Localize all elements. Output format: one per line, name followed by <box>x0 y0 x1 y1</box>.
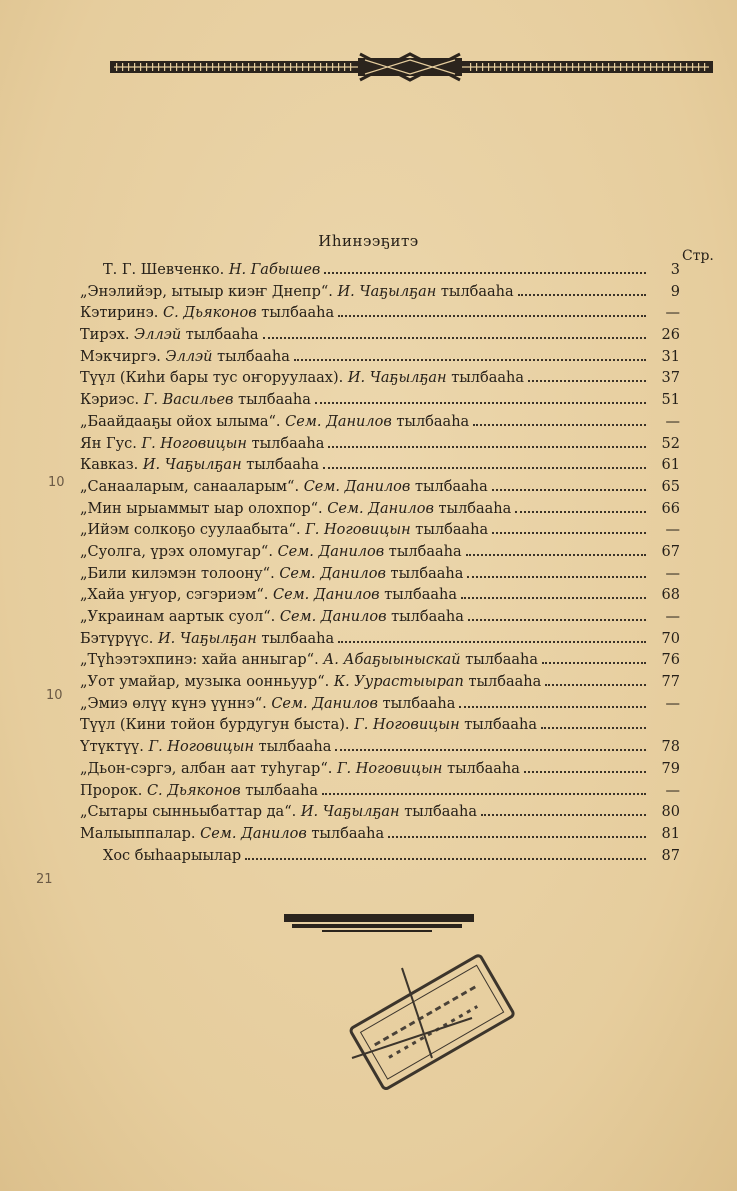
entry-author: И. Чаҕылҕан <box>347 370 447 387</box>
entry-title-text: Мэкчиргэ. <box>80 348 166 365</box>
toc-entry-title <box>80 305 334 321</box>
dot-leader <box>466 554 646 556</box>
toc-entry-title <box>80 587 457 603</box>
toc-entry-title <box>80 609 464 625</box>
toc-entry-title <box>80 631 334 647</box>
entry-suffix: тылбааһа <box>391 413 470 430</box>
page-number: 78 <box>661 739 680 756</box>
toc-entry <box>80 370 680 392</box>
toc-entry-title <box>80 717 537 733</box>
entry-suffix: тылбааһа <box>385 565 464 582</box>
page-number: 77 <box>661 674 680 691</box>
dot-leader <box>541 727 646 729</box>
entry-suffix: тылбааһа <box>306 825 385 842</box>
entry-suffix: тылбааһа <box>399 804 477 821</box>
page-number: 80 <box>661 804 680 821</box>
entry-author: Г. Ноговицын <box>336 760 443 777</box>
entry-title-text: „Сытары сынньыбаттар да“. <box>80 804 301 821</box>
toc-entry-title <box>80 414 469 430</box>
entry-title-text: „Санааларым, санааларым“. <box>80 478 304 495</box>
toc-entry <box>80 327 680 349</box>
entry-author: С. Дьяконов <box>146 782 241 799</box>
toc-entry-title <box>80 566 463 582</box>
toc-entry <box>80 305 680 327</box>
page-number: 76 <box>661 652 680 669</box>
page-number: 31 <box>661 348 680 365</box>
library-stamp <box>282 908 527 1108</box>
dot-leader <box>528 380 646 382</box>
dot-leader <box>335 749 646 751</box>
entry-title-text: „Ийэм солкоҕо суулаабыта“. <box>80 522 306 539</box>
dot-leader <box>467 576 646 578</box>
dot-leader <box>322 793 646 795</box>
dot-leader <box>324 272 646 274</box>
dot-leader <box>294 359 646 361</box>
entry-title-text: „Мин ырыаммыт ыар олохпор“. <box>80 500 328 517</box>
entry-suffix: тылбааһа <box>241 457 320 474</box>
dot-leader <box>545 684 646 686</box>
toc-entry <box>80 414 680 436</box>
entry-title-text: „Украинам аартык суол“. <box>80 609 280 625</box>
entry-suffix: тылбааһа <box>233 392 311 409</box>
entry-suffix: тылбааһа <box>256 305 335 322</box>
entry-author: Г. Ноговицын <box>305 522 411 539</box>
toc-entry-title <box>80 479 488 495</box>
entry-author: Г. Васильев <box>143 392 234 409</box>
entry-author: Сем. Данилов <box>279 565 386 582</box>
toc-entry <box>80 783 680 805</box>
entry-suffix: тылбааһа <box>442 760 520 777</box>
entry-author: И. Чаҕылҕан <box>142 457 242 474</box>
entry-suffix: тылбааһа <box>433 500 512 517</box>
page-number: — <box>665 782 680 799</box>
dot-leader <box>459 706 646 708</box>
page-number: 65 <box>661 478 680 495</box>
page-number: — <box>665 695 680 712</box>
toc-entry-title <box>80 674 541 690</box>
page-number: 68 <box>661 587 680 604</box>
entry-title-text: „Били килэмэн толоону“. <box>80 565 280 582</box>
toc-entry <box>80 761 680 783</box>
entry-author: И. Чаҕылҕан <box>337 283 437 300</box>
entry-author: А. Абаҕыыныскай <box>323 652 461 669</box>
entry-author: И. Чаҕылҕан <box>158 630 257 647</box>
entry-suffix: тылбааһа <box>436 283 514 300</box>
toc-entry <box>80 457 680 479</box>
toc-entry-title <box>80 522 488 538</box>
toc-entry <box>80 717 680 739</box>
dot-leader <box>338 315 646 317</box>
entry-author: Сем. Данилов <box>271 695 378 712</box>
page-number: 9 <box>670 283 680 300</box>
entry-suffix: тылбааһа <box>379 587 458 604</box>
entry-author: Г. Ноговицын <box>354 717 460 734</box>
toc-entry-title <box>80 327 259 343</box>
entry-suffix: тылбааһа <box>459 717 538 734</box>
entry-suffix: тылбааһа <box>446 370 524 387</box>
dot-leader <box>328 446 646 448</box>
entry-suffix: тылбааһа <box>240 782 319 799</box>
toc-entry-title <box>80 284 514 300</box>
dot-leader <box>315 402 646 404</box>
entry-title-text: Кэтиринэ. <box>80 305 163 322</box>
entry-author: Сем. Данилов <box>279 609 387 625</box>
table-of-contents <box>80 262 680 869</box>
entry-title-text: „Хайа уҥуор, сэгэриэм“. <box>80 587 273 604</box>
page-number: 61 <box>661 457 680 474</box>
dot-leader <box>338 641 646 643</box>
entry-author: Сем. Данилов <box>327 500 434 517</box>
entry-suffix: тылбааһа <box>410 522 489 539</box>
dot-leader <box>481 814 646 816</box>
entry-title-text: „Энэлийэр, ытыыр киэҥ Днепр“. <box>80 283 338 300</box>
dot-leader <box>542 662 646 664</box>
entry-title-text: „Уот умайар, музыка оонньуур“. <box>80 674 334 691</box>
toc-entry <box>80 392 680 414</box>
entry-suffix: тылбааһа <box>377 695 456 712</box>
entry-suffix: тылбааһа <box>254 739 332 756</box>
page-number: — <box>665 565 680 582</box>
toc-entry-title <box>80 739 331 755</box>
page-number: 81 <box>661 825 680 842</box>
margin-note: 10 <box>48 475 65 490</box>
dot-leader <box>468 619 646 621</box>
entry-title-text: Малыыппалар. <box>80 825 201 842</box>
dot-leader <box>492 532 646 534</box>
page-number: — <box>665 305 680 322</box>
entry-title-text: „Түһээтэхпинэ: хайа анныгар“. <box>80 652 324 669</box>
entry-author: Сем. Данилов <box>277 543 385 560</box>
entry-title-text: „Баайдааҕы ойох ылыма“. <box>80 413 286 430</box>
toc-entry-title <box>80 436 324 452</box>
toc-entry <box>80 566 680 588</box>
entry-author: Эллэй <box>165 348 213 365</box>
toc-entry <box>80 436 680 458</box>
toc-entry <box>80 652 680 674</box>
toc-entry-title <box>80 349 290 365</box>
toc-entry <box>80 804 680 826</box>
entry-suffix: тылбааһа <box>463 674 542 691</box>
toc-entry-title <box>80 783 318 799</box>
entry-title-text: Хос быһаарыылар <box>103 847 242 864</box>
page-number: 66 <box>661 500 680 517</box>
toc-entry <box>80 609 680 631</box>
entry-suffix: тылбааһа <box>384 543 462 560</box>
toc-entry <box>80 826 680 848</box>
entry-title-text: „Дьон-сэргэ, албан аат туһугар“. <box>80 760 337 777</box>
entry-title-text: Кэриэс. <box>80 392 144 409</box>
toc-entry <box>80 501 680 523</box>
page-number: 79 <box>661 760 680 777</box>
entry-title-text: Ян Гус. <box>80 435 142 452</box>
entry-suffix: тылбааһа <box>410 478 488 495</box>
page-number: 70 <box>661 630 680 647</box>
entry-suffix: тылбааһа <box>181 327 259 344</box>
entry-author: С. Дьяконов <box>162 305 257 322</box>
margin-note: 10 <box>46 688 63 703</box>
entry-suffix: тылбааһа <box>256 630 335 647</box>
entry-title-text: „Эмиэ өлүү күнэ үүннэ“. <box>80 695 272 712</box>
toc-entry <box>80 522 680 544</box>
toc-entry-title <box>80 501 511 517</box>
page-number: 52 <box>661 435 680 452</box>
page-number: 87 <box>661 847 680 864</box>
dot-leader <box>263 337 646 339</box>
toc-entry-title <box>80 826 384 842</box>
page-column-label: Стр. <box>682 248 714 264</box>
entry-title-text: Тирэх. <box>80 327 135 344</box>
dot-leader <box>518 294 646 296</box>
entry-suffix: тылбааһа <box>386 609 464 625</box>
entry-title-text: Пророк. <box>80 782 147 799</box>
page-number: 67 <box>661 543 680 560</box>
toc-heading: Иһинээҕитэ <box>318 232 419 250</box>
page-number: 51 <box>661 392 680 409</box>
entry-author: Сем. Данилов <box>272 587 380 604</box>
page-number: — <box>665 413 680 430</box>
toc-entry-title <box>80 457 319 473</box>
toc-entry-title <box>80 696 455 712</box>
toc-entry <box>80 674 680 696</box>
entry-author: Н. Габышев <box>228 262 321 278</box>
toc-entry-title <box>80 652 538 668</box>
dot-leader <box>524 771 646 773</box>
toc-entry <box>80 739 680 761</box>
entry-title-text: Түүл (Киһи бары тус оҥоруулаах). <box>80 370 348 387</box>
margin-note: 21 <box>36 872 53 887</box>
toc-entry-title <box>80 544 462 560</box>
toc-entry-title <box>103 848 241 864</box>
page-number: — <box>665 609 680 625</box>
entry-author: Сем. Данилов <box>303 478 411 495</box>
entry-author: Г. Ноговицын <box>148 739 254 756</box>
dot-leader <box>323 467 646 469</box>
entry-suffix: тылбааһа <box>460 652 539 669</box>
entry-title-text: Үтүктүү. <box>80 739 149 756</box>
toc-entry <box>80 479 680 501</box>
toc-entry <box>80 696 680 718</box>
entry-suffix: тылбааһа <box>212 348 290 365</box>
toc-entry-title <box>80 370 524 386</box>
dot-leader <box>515 511 646 513</box>
toc-entry <box>80 587 680 609</box>
page-number: 37 <box>661 370 680 387</box>
header-ornament <box>110 50 713 84</box>
toc-entry-title <box>80 761 520 777</box>
entry-title-text: Бэтүрүүс. <box>80 630 158 647</box>
dot-leader <box>388 836 646 838</box>
toc-entry <box>80 262 680 284</box>
entry-suffix: тылбааһа <box>246 435 325 452</box>
entry-author: Сем. Данилов <box>200 825 307 842</box>
page-number: — <box>665 522 680 539</box>
entry-author: Г. Ноговицын <box>141 435 247 452</box>
toc-entry-title <box>80 392 311 408</box>
toc-entry <box>80 631 680 653</box>
entry-author: И. Чаҕылҕан <box>300 804 400 821</box>
entry-title-text: „Суолга, үрэх оломугар“. <box>80 543 278 560</box>
dot-leader <box>473 424 646 426</box>
toc-entry <box>80 848 680 870</box>
entry-title-text: Түүл (Кини тойон бурдугун быста). <box>80 717 355 734</box>
page-number: 3 <box>670 262 680 278</box>
toc-entry-title <box>80 804 477 820</box>
toc-entry <box>80 284 680 306</box>
dot-leader <box>461 597 646 599</box>
entry-author: Эллэй <box>134 327 182 344</box>
toc-entry <box>80 544 680 566</box>
entry-author: К. Уурастыырап <box>333 674 464 691</box>
dot-leader <box>245 858 646 860</box>
entry-title-text: Кавказ. <box>80 457 143 474</box>
toc-entry <box>80 349 680 371</box>
page-number: 26 <box>661 327 680 344</box>
dot-leader <box>492 489 646 491</box>
toc-entry-title <box>103 262 320 278</box>
entry-author: Сем. Данилов <box>285 413 392 430</box>
entry-title-text: Т. Г. Шевченко. <box>103 262 229 278</box>
